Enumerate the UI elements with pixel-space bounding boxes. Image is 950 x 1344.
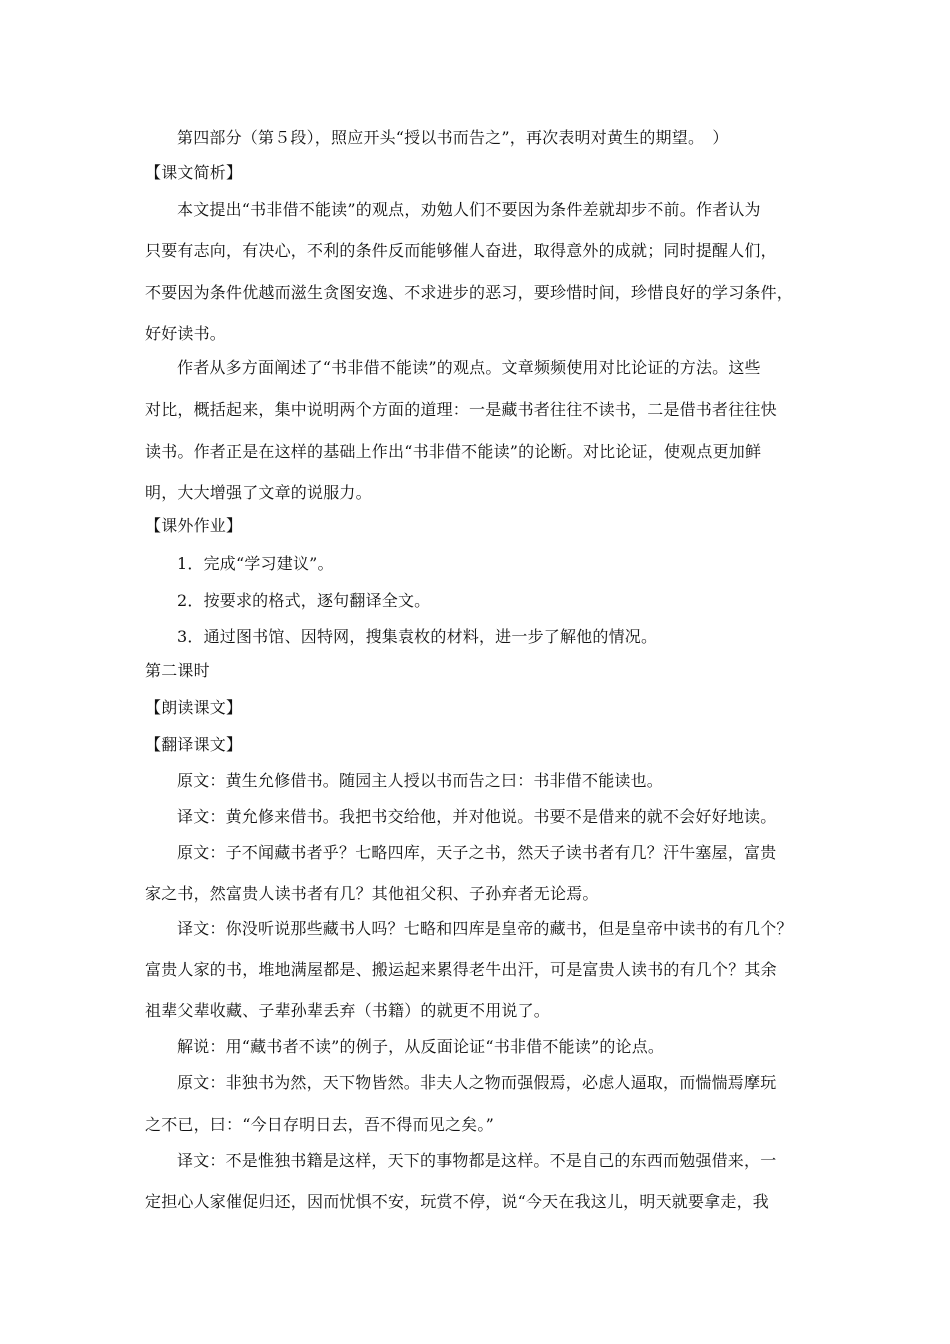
text-line: 第四部分（第５段），照应开头“授以书而告之”，再次表明对黄生的期望。 ） <box>177 128 729 147</box>
section-heading: 【朗读课文】 <box>145 698 243 717</box>
text-line: 对比，概括起来，集中说明两个方面的道理：一是藏书者往往不读书，二是借书者往往快 <box>145 400 777 419</box>
section-heading: 【课文简析】 <box>145 163 243 182</box>
text-line: 只要有志向，有决心，不利的条件反而能够催人奋进，取得意外的成就；同时提醒人们， <box>145 241 777 260</box>
text-line: 原文：子不闻藏书者乎？七略四库，天子之书，然天子读书者有几？汗牛塞屋，富贵 <box>177 843 777 862</box>
text-line: 解说：用“藏书者不读”的例子，从反面论证“书非借不能读”的论点。 <box>177 1037 665 1056</box>
lesson-heading: 第二课时 <box>145 661 210 680</box>
text-line: 之不已，曰：“今日存明日去，吾不得而见之矣。” <box>145 1115 494 1134</box>
text-line: 读书。作者正是在这样的基础上作出“书非借不能读”的论断。对比论证，使观点更加鲜 <box>145 442 762 461</box>
text-line: 家之书，然富贵人读书者有几？其他祖父积、子孙弃者无论焉。 <box>145 884 599 903</box>
text-line: 原文：非独书为然，天下物皆然。非夫人之物而强假焉，必虑人逼取，而惴惴焉摩玩 <box>177 1073 777 1092</box>
section-heading: 【翻译课文】 <box>145 735 243 754</box>
text-line: 不要因为条件优越而滋生贪图安逸、不求进步的恶习，要珍惜时间，珍惜良好的学习条件， <box>145 283 794 302</box>
list-item: 2．按要求的格式，逐句翻译全文。 <box>177 591 431 610</box>
list-item: 1．完成“学习建议”。 <box>177 554 334 573</box>
text-line: 明，大大增强了文章的说服力。 <box>145 483 372 502</box>
text-line: 定担心人家催促归还，因而忧惧不安，玩赏不停，说“今天在我这儿，明天就要拿走，我 <box>145 1192 769 1211</box>
text-line: 祖辈父辈收藏、子辈孙辈丢弃（书籍）的就更不用说了。 <box>145 1001 551 1020</box>
text-line: 译文：你没听说那些藏书人吗？七略和四库是皇帝的藏书，但是皇帝中读书的有几个？ <box>177 919 793 938</box>
text-line: 译文：不是惟独书籍是这样，天下的事物都是这样。不是自己的东西而勉强借来，一 <box>177 1151 777 1170</box>
list-item: 3．通过图书馆、因特网，搜集袁枚的材料，进一步了解他的情况。 <box>177 627 658 646</box>
text-line: 原文：黄生允修借书。随园主人授以书而告之曰：书非借不能读也。 <box>177 771 664 790</box>
text-line: 好好读书。 <box>145 324 227 343</box>
section-heading: 【课外作业】 <box>145 516 243 535</box>
text-line: 作者从多方面阐述了“书非借不能读”的观点。文章频频使用对比论证的方法。这些 <box>177 358 761 377</box>
text-line: 译文：黄允修来借书。我把书交给他，并对他说。书要不是借来的就不会好好地读。 <box>177 807 777 826</box>
text-line: 富贵人家的书，堆地满屋都是、搬运起来累得老牛出汗，可是富贵人读书的有几个？其余 <box>145 960 777 979</box>
text-line: 本文提出“书非借不能读”的观点，劝勉人们不要因为条件差就却步不前。作者认为 <box>177 200 761 219</box>
